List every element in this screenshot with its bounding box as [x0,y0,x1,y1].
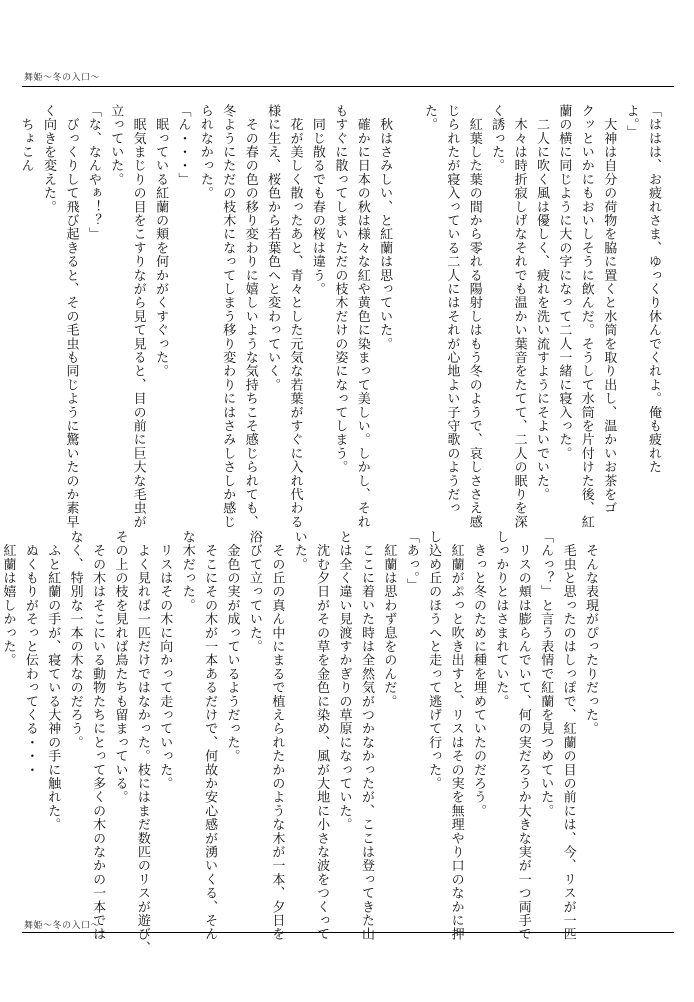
text-line: 同じ散るでも春の桜は違う。 [309,104,325,296]
text-line: 冬ようにただの枝木になってしまう移り変わりにはさみしさしか感じ [220,104,236,529]
header-rule [22,86,674,87]
text-line: 様に生え、桜色から若葉色へと変わっていく。 [265,104,281,392]
text-line: 花が美しく散ったあと、青々とした元気な若葉がすぐに入れ代わる [287,104,303,529]
running-header: 舞姫～冬の入口～ [24,73,101,83]
text-line: 沈む夕日がその草を金色に染め、風が大地に小さな波をつくって [314,530,330,941]
running-footer: 舞姫～冬の入口～ [24,921,101,931]
text-line: られなかった。 [197,104,213,200]
footer-rule [22,932,674,933]
text-line: く誘った。 [489,104,505,173]
text-line: その木はそこにいる動物たちにとって多くの木のなかの一本では [90,530,106,941]
text-line: ふと紅蘭の手が、寝ている大神の手に触れた。 [45,530,61,832]
text-line: 大神は自分の荷物を脇に置くと水筒を取り出し、温かいお茶をゴ [601,104,617,515]
text-line: とは全く違い見渡すかぎりの草原になっていた。 [336,530,352,832]
text-line: もすぐに散ってしまいただの枝木だけの姿になってしまう。 [332,104,348,474]
text-line: 「な、なんやぁ！？」 [85,104,101,241]
text-line: 木々は時折寂しげなそれでも温かい葉音をたてて、二人の眠りを深 [511,104,527,529]
text-line: 眠気まじりの目をこすりながら見て見ると、目の前に巨大な毛虫が [130,104,146,529]
text-line: 二人に吹く風は優しく、疲れを洗い流すようにそよいでいた。 [533,104,549,502]
text-line: 紅蘭がぷっと吹き出すと、リスはその実を無理やり口のなかに押 [448,530,464,941]
text-line: よく見れば一匹だけではなかった。枝にはまだ数匹のリスが遊び、 [134,530,150,955]
text-line: リスの頬は膨らんでいて、何の実だろうか大きな実が一つ両手で [515,530,531,941]
text-line: クッといかにもおいしそうに飲んだ。そうして水筒を片付けた後、紅 [578,104,594,529]
text-line: なく、特別な一本の木なのだろう。 [67,530,83,750]
text-line: 確かに日本の秋は様々な紅や黄色に染まって美しい。しかし、それ [354,104,370,529]
text-line: よ。」 [623,104,639,139]
text-line: 紅蘭は嬉しかった。 [0,530,16,667]
text-line: そんな表現がぴったりだった。 [583,530,598,736]
text-line: し込め丘のほうへと走って逃げて行った。 [426,530,442,791]
text-line: 眠っている紅蘭の頬を何かがくすぐった。 [153,104,169,378]
text-line: 「あっ。」 [403,530,419,592]
text-line: 紅葉した葉の間から零れる陽射しはもう冬のようで、哀しささえ感 [466,104,482,529]
text-line: しっかりとはさまれていた。 [493,530,509,709]
text-line: 浴びて立っていた。 [246,530,262,654]
text-line: そこにその木が一本あるだけで、何故か安心感が湧いくる、そん [202,530,218,941]
text-line: な木だった。 [179,530,195,613]
text-line: た。 [421,104,437,132]
text-line: リスはその木に向かって走っていった。 [157,530,173,791]
upper-text-block [14,104,664,529]
text-line: びっくりして飛び起きると、その毛虫も同じように驚いたのか素早 [63,104,79,529]
text-line: ちょこん [18,104,34,173]
text-line: 「んっ？」と言う表情で紅蘭を見つめていた。 [538,530,554,818]
text-line: じられたが寝入っている二人にはそれが心地よい子守歌のようだっ [444,104,460,515]
text-line: 紅蘭は思わず息をのんだ。 [381,530,397,709]
text-line: その丘の真ん中にまるで植えられたかのような木が一本、夕日を [269,530,285,941]
text-line: その春の色の移り変わりに嬉しいような気持ちこそ感じられても、 [242,104,258,529]
text-line: きっと冬のために種を埋めていたのだろう。 [470,530,486,818]
text-line: 「ははは、お疲れさま、ゆっくり休んでくれよ。俺も疲れた [646,104,661,474]
text-line: いた。 [291,530,307,572]
text-line [395,104,417,484]
text-line: く向きを変えた。 [41,104,57,214]
text-line: 毛虫と思ったのはしっぽで、紅蘭の目の前には、今、リスが一匹 [560,530,576,941]
text-line: 秋はさみしい、と紅蘭は思っていた。 [377,104,393,351]
text-line: 金色の実が成っているようだった。 [224,530,240,763]
text-line: 蘭の横に同じように大の字になって二人一緒に寝入った。 [556,104,572,461]
text-line: ここに着いた時は全然気がつかなかったが、ここは登ってきた山 [358,530,374,941]
text-line: 「ん・・・」 [175,104,191,187]
text-line: その上の枝を見れば鳥たちも留まっている。 [112,530,128,804]
text-line: 立っていた。 [108,104,124,187]
text-line: ぬくもりがそっと伝わってくる・・・ [22,530,38,777]
